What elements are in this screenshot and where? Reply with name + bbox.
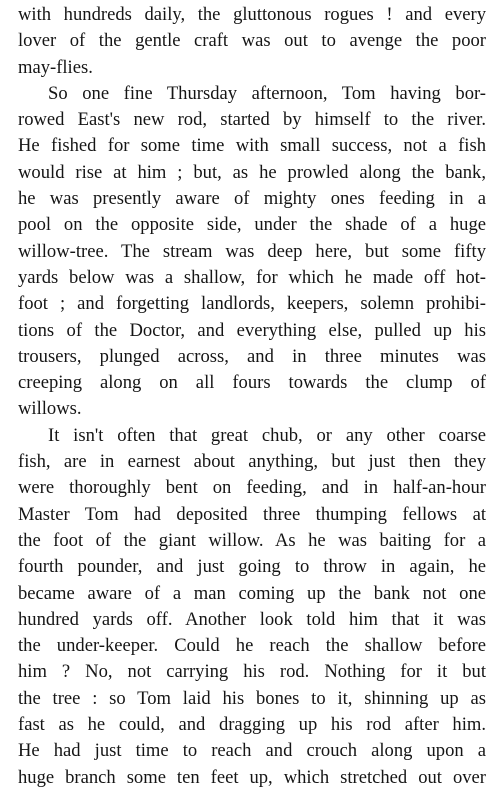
- text-line: with hundreds daily, the gluttonous rogues ! and every: [18, 4, 486, 25]
- text-line: the foot of the giant willow. As he was baiting for a: [18, 529, 486, 551]
- text-line: fish, are in earnest about anything, but just then they: [18, 451, 486, 473]
- text-line: So one fine Thursday afternoon, Tom having bor-: [48, 82, 486, 104]
- text-line: may-flies.: [18, 56, 93, 78]
- text-line: lover of the gentle craft was out to avenge the poor: [18, 30, 486, 52]
- text-line: foot ; and forgetting landlords, keepers, solemn prohibi-: [18, 293, 486, 315]
- text-line: him ? No, not carrying his rod. Nothing for it but: [18, 661, 486, 683]
- text-line: pool on the opposite side, under the shade of a huge: [18, 214, 486, 236]
- paragraph-3: [18, 423, 486, 791]
- text-line: the under-keeper. Could he reach the shallow before: [18, 635, 486, 657]
- text-line: It isn't often that great chub, or any other coarse: [48, 424, 486, 446]
- text-line: yards below was a shallow, for which he made off hot-: [18, 266, 486, 288]
- text-line: rowed East's new rod, started by himself to the river.: [18, 109, 486, 131]
- text-line: would rise at him ; but, as he prowled along the bank,: [18, 161, 486, 183]
- text-line: the tree : so Tom laid his bones to it, shinning up as: [18, 687, 486, 709]
- text-line: became aware of a man coming up the bank not one: [18, 582, 486, 604]
- text-line: tions of the Doctor, and everything else, pulled up his: [18, 319, 486, 341]
- book-page: [18, 2, 486, 791]
- text-line: willow-tree. The stream was deep here, but some fifty: [18, 240, 486, 262]
- text-line: He fished for some time with small success, not a fish: [18, 135, 486, 157]
- paragraph-1: [18, 2, 486, 81]
- text-line: were thoroughly bent on feeding, and in half-an-hour: [18, 477, 486, 499]
- text-line: Master Tom had deposited three thumping fellows at: [18, 503, 486, 525]
- text-line: willows.: [18, 398, 82, 420]
- text-line: he was presently aware of mighty ones feeding in a: [18, 188, 486, 210]
- text-line: creeping along on all fours towards the clump of: [18, 372, 486, 394]
- text-line: trousers, plunged across, and in three minutes was: [18, 345, 486, 367]
- paragraph-2: [18, 81, 486, 423]
- text-line: huge branch some ten feet up, which stretched out over: [18, 766, 486, 788]
- text-line: fourth pounder, and just going to throw in again, he: [18, 556, 486, 578]
- text-line: fast as he could, and dragging up his rod after him.: [18, 714, 486, 736]
- text-line: hundred yards off. Another look told him that it was: [18, 608, 486, 630]
- text-line: He had just time to reach and crouch along upon a: [18, 740, 486, 762]
